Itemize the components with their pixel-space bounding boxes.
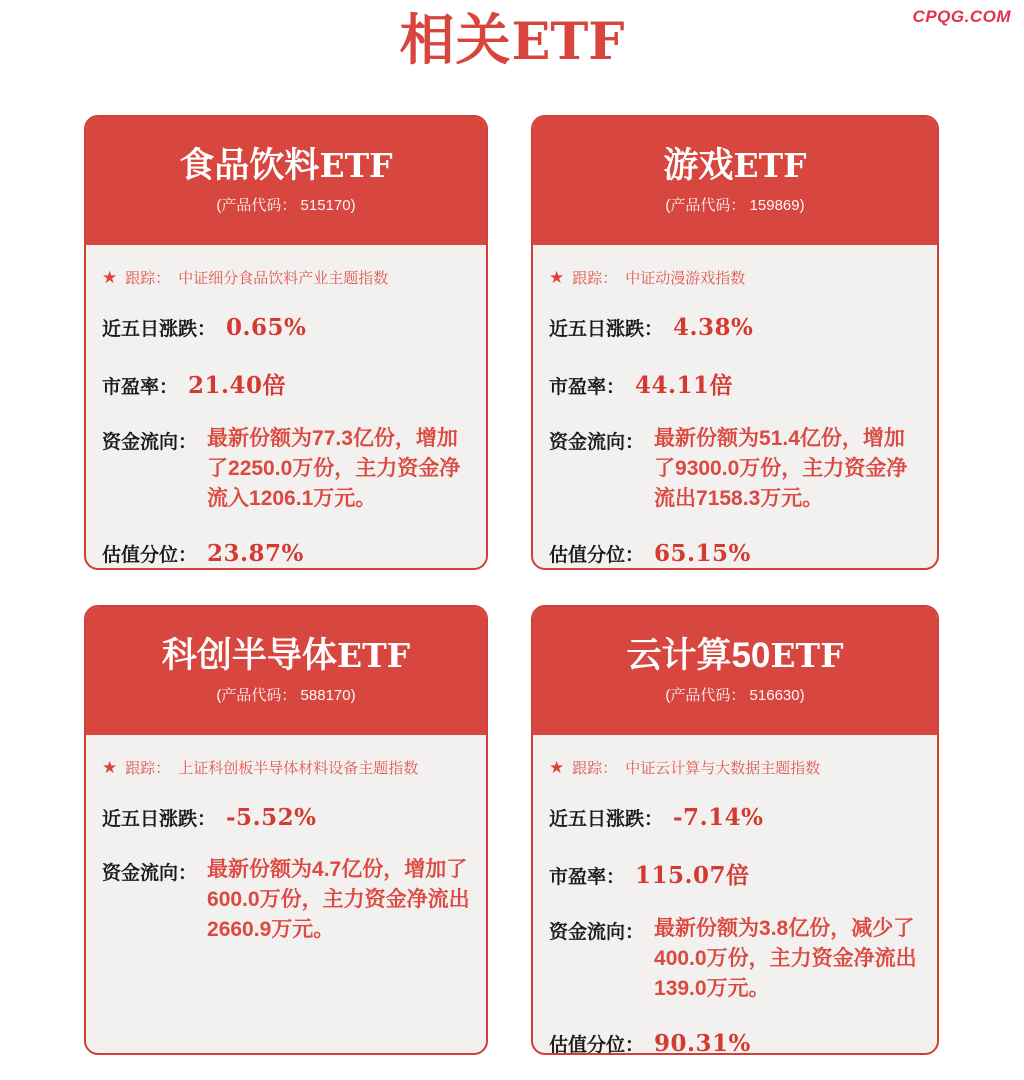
star-icon: ★ — [549, 758, 565, 777]
etf-name-en: ETF — [336, 635, 411, 675]
five-day-change-value: -7.14% — [673, 804, 764, 831]
star-icon: ★ — [102, 758, 118, 777]
pe-ratio-row — [549, 857, 921, 890]
site-watermark: CPQG.COM — [912, 7, 1011, 26]
fund-flow-label: 资金流向： — [549, 922, 645, 943]
card-body — [533, 735, 937, 1055]
track-index: 中证动漫游戏指数 — [625, 270, 746, 287]
card-header — [86, 607, 486, 735]
etf-card-grid — [84, 115, 939, 1055]
track-row — [549, 757, 921, 778]
etf-name — [626, 635, 844, 675]
five-day-change-row — [549, 314, 921, 341]
pe-ratio-value: 21.40倍 — [188, 372, 287, 399]
track-index: 上证科创板半导体材料设备主题指数 — [178, 760, 419, 777]
pe-ratio-value: 115.07倍 — [635, 862, 750, 889]
valuation-value: 23.87% — [207, 540, 304, 567]
track-label: 跟踪： — [125, 760, 171, 777]
etf-name — [161, 635, 411, 675]
etf-name-zh: 科创半导体 — [161, 635, 337, 675]
fund-flow-row — [549, 424, 921, 514]
pe-ratio-row — [102, 367, 470, 400]
page-title-zh: 相关 — [399, 9, 512, 71]
card-header — [533, 607, 937, 735]
etf-name-zh: 游戏 — [663, 145, 734, 185]
valuation-value: 65.15% — [654, 540, 751, 567]
etf-product-code: (产品代码： 159869) — [665, 196, 805, 214]
etf-product-code: (产品代码： 516630) — [665, 686, 805, 704]
star-icon: ★ — [102, 268, 118, 287]
pe-ratio-row — [549, 367, 921, 400]
five-day-change-label: 近五日涨跌： — [549, 809, 664, 830]
etf-card-semiconductor — [84, 605, 488, 1055]
five-day-change-row — [102, 804, 470, 831]
etf-card-food-beverage — [84, 115, 488, 570]
card-header — [533, 117, 937, 245]
card-body — [86, 245, 486, 567]
etf-card-game — [531, 115, 939, 570]
valuation-row — [549, 1030, 921, 1055]
fund-flow-label: 资金流向： — [549, 432, 645, 453]
page-title — [0, 10, 1024, 71]
etf-product-code: (产品代码： 588170) — [216, 686, 356, 704]
fund-flow-value: 最新份额为51.4亿份，增加了9300.0万份，主力资金净流出7158.3万元。 — [654, 427, 908, 510]
etf-name-en: ETF — [770, 635, 844, 675]
track-label: 跟踪： — [572, 760, 618, 777]
five-day-change-row — [102, 314, 470, 341]
etf-name-zh: 云计算50 — [626, 635, 771, 675]
track-label: 跟踪： — [125, 270, 171, 287]
fund-flow-value: 最新份额为3.8亿份，减少了400.0万份，主力资金净流出139.0万元。 — [654, 917, 917, 1000]
track-index: 中证细分食品饮料产业主题指数 — [178, 270, 389, 287]
five-day-change-row — [549, 804, 921, 831]
fund-flow-value: 最新份额为4.7亿份，增加了600.0万份，主力资金净流出2660.9万元。 — [207, 858, 470, 941]
etf-name — [179, 145, 393, 185]
fund-flow-label: 资金流向： — [102, 863, 198, 884]
track-row — [102, 267, 470, 288]
five-day-change-label: 近五日涨跌： — [102, 809, 217, 830]
fund-flow-row — [102, 855, 470, 945]
etf-name-zh: 食品饮料 — [179, 145, 320, 185]
track-row — [549, 267, 921, 288]
etf-name — [663, 145, 807, 185]
track-index: 中证云计算与大数据主题指数 — [625, 760, 821, 777]
five-day-change-value: -5.52% — [226, 804, 317, 831]
pe-ratio-label: 市盈率： — [549, 867, 626, 888]
fund-flow-row — [549, 914, 921, 1004]
pe-ratio-label: 市盈率： — [549, 377, 626, 398]
star-icon: ★ — [549, 268, 565, 287]
valuation-row — [102, 540, 470, 567]
etf-product-code: (产品代码： 515170) — [216, 196, 356, 214]
fund-flow-value: 最新份额为77.3亿份，增加了2250.0万份，主力资金净流入1206.1万元。 — [207, 427, 461, 510]
valuation-label: 估值分位： — [549, 1035, 645, 1055]
track-label: 跟踪： — [572, 270, 618, 287]
card-body — [86, 735, 486, 945]
five-day-change-label: 近五日涨跌： — [102, 319, 217, 340]
valuation-value: 90.31% — [654, 1030, 751, 1055]
etf-name-en: ETF — [319, 145, 393, 185]
track-row — [102, 757, 470, 778]
valuation-row — [549, 540, 921, 567]
five-day-change-value: 4.38% — [673, 314, 754, 341]
fund-flow-label: 资金流向： — [102, 432, 198, 453]
card-header — [86, 117, 486, 245]
valuation-label: 估值分位： — [549, 545, 645, 566]
pe-ratio-value: 44.11倍 — [635, 372, 734, 399]
etf-card-cloud-computing — [531, 605, 939, 1055]
card-body — [533, 245, 937, 567]
five-day-change-label: 近五日涨跌： — [549, 319, 664, 340]
pe-ratio-label: 市盈率： — [102, 377, 179, 398]
page-title-en: ETF — [511, 12, 625, 72]
fund-flow-row — [102, 424, 470, 514]
five-day-change-value: 0.65% — [226, 314, 307, 341]
etf-name-en: ETF — [733, 145, 807, 185]
valuation-label: 估值分位： — [102, 545, 198, 566]
